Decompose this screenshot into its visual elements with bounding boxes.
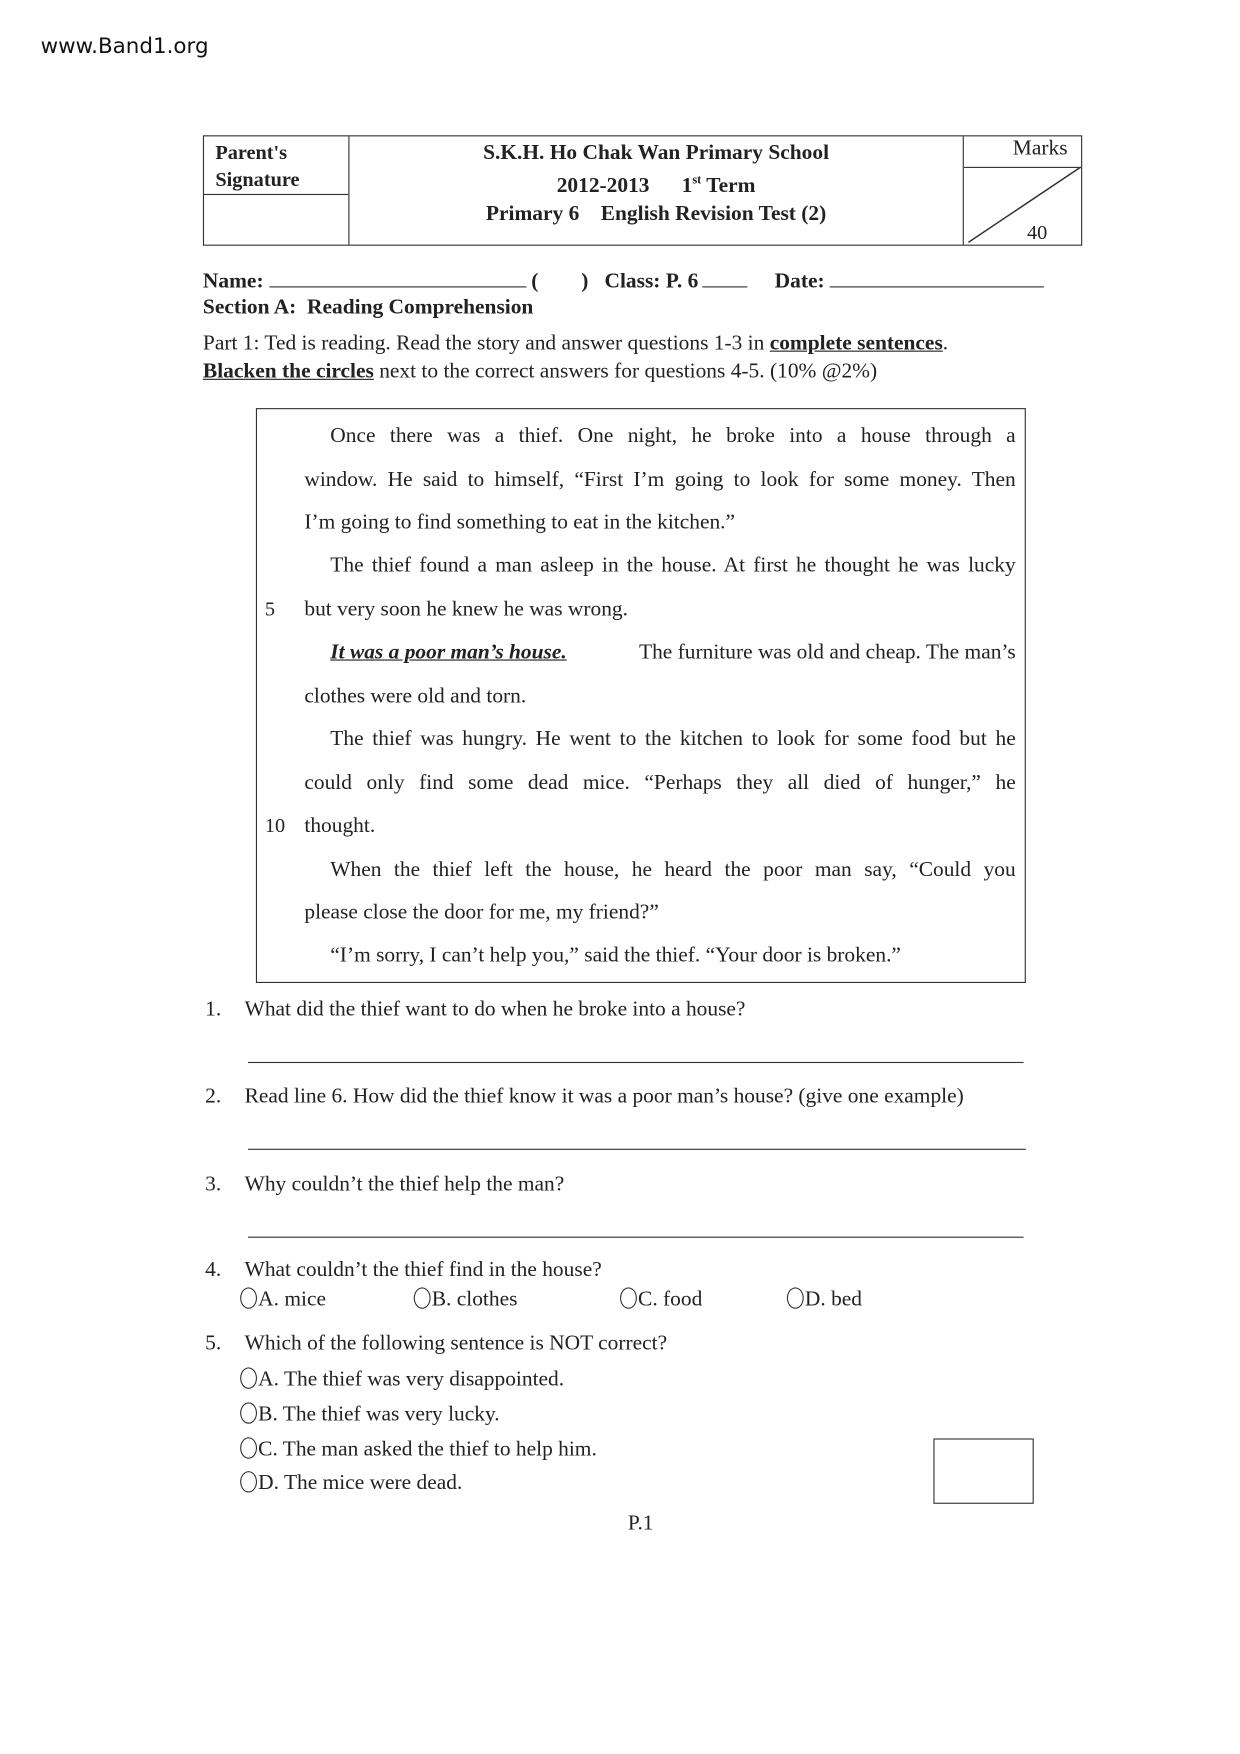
question-1-text: What did the thief want to do when he broke into a house?	[244, 997, 746, 1022]
passage-line: clothes were old and torn.	[304, 684, 527, 708]
term: 2012-2013 1st Term	[556, 173, 756, 198]
answer-line-2[interactable]	[248, 1149, 1026, 1150]
q4-option-a[interactable]: A. mice	[240, 1287, 326, 1312]
instructions-line-2: Blacken the circles next to the correct answers for questions 4-5. (10% @2%)	[202, 359, 878, 384]
circle-icon[interactable]	[240, 1471, 257, 1492]
passage-line: Once there was a thief. One night, he broke into a house through a	[330, 423, 1016, 448]
q4-option-c[interactable]: C. food	[620, 1287, 702, 1312]
question-4-number: 4.	[205, 1258, 222, 1282]
instructions-line-1: Part 1: Ted is reading. Read the story and answer questions 1-3 in complete sentences.	[202, 331, 949, 356]
q4-option-d[interactable]: D. bed	[787, 1287, 862, 1312]
divider	[204, 194, 348, 195]
question-1-number: 1.	[205, 997, 222, 1022]
circle-icon[interactable]	[240, 1367, 257, 1388]
info-row: Name: ( ) Class: P. 6 Date:	[203, 266, 1044, 294]
passage-line: thought.	[304, 813, 376, 838]
name-field[interactable]	[269, 266, 526, 287]
marks-cell	[963, 136, 1081, 244]
q5-option-a[interactable]: A. The thief was very disappointed.	[240, 1367, 564, 1392]
title-block	[351, 139, 962, 228]
circle-icon[interactable]	[787, 1287, 804, 1308]
passage-line: When the thief left the house, he heard the poor man say, “Could you	[330, 857, 1016, 882]
q5-option-c[interactable]: C. The man asked the thief to help him.	[240, 1437, 597, 1462]
circle-icon[interactable]	[414, 1287, 431, 1308]
passage-line: The thief was hungry. He went to the kitchen to look for some food but he	[330, 727, 1016, 751]
passage-line: but very soon he knew he was wrong.	[304, 597, 628, 622]
passage-line: I’m going to find something to eat in the kitchen.”	[304, 510, 736, 535]
question-4-text: What couldn’t the thief find in the house?	[244, 1258, 602, 1282]
watermark: www.Band1.org	[40, 33, 209, 59]
test-title: Primary 6 English Revision Test (2)	[485, 202, 827, 226]
class-field[interactable]	[703, 266, 748, 287]
section-title: Section A: Reading Comprehension	[202, 295, 534, 320]
passage-line: could only find some dead mice. “Perhaps they all died of hunger,” he	[304, 771, 1016, 795]
answer-line-1[interactable]	[248, 1062, 1024, 1063]
passage-line: “I’m sorry, I can’t help you,” said the thief. “Your door is broken.”	[330, 943, 901, 968]
q5-option-b[interactable]: B. The thief was very lucky.	[240, 1402, 500, 1427]
line-number: 10	[264, 813, 286, 837]
question-2-text: Read line 6. How did the thief know it was a poor man’s house? (give one example)	[244, 1084, 964, 1109]
q4-option-b[interactable]: B. clothes	[414, 1287, 518, 1312]
question-2-number: 2.	[205, 1084, 222, 1109]
circle-icon[interactable]	[240, 1402, 257, 1423]
parent-signature-cell	[204, 136, 349, 244]
underlined-sentence: It was a poor man’s house.	[330, 640, 567, 664]
question-3-text: Why couldn’t the thief help the man?	[244, 1172, 565, 1197]
diagonal-slash	[964, 167, 1081, 245]
q5-option-d[interactable]: D. The mice were dead.	[240, 1471, 462, 1496]
passage-line: It was a poor man’s house. The furniture was old and cheap. The man’s	[330, 640, 1016, 664]
page-number: P.1	[627, 1511, 654, 1536]
header-table	[203, 135, 1082, 245]
circle-icon[interactable]	[620, 1287, 637, 1308]
date-field[interactable]	[830, 266, 1044, 287]
passage-line: The thief found a man asleep in the house. At first he thought he was lucky	[330, 553, 1016, 578]
marks-label: Marks	[1012, 136, 1068, 161]
circle-icon[interactable]	[240, 1437, 257, 1458]
circle-icon[interactable]	[240, 1287, 257, 1308]
signature-label: Signature	[215, 167, 300, 191]
passage-line: window. He said to himself, “First I’m going to look for some money. Then	[304, 467, 1016, 492]
score-box	[933, 1438, 1033, 1503]
question-5-text: Which of the following sentence is NOT correct?	[244, 1331, 668, 1356]
school-name: S.K.H. Ho Chak Wan Primary School	[483, 140, 830, 165]
answer-line-3[interactable]	[248, 1237, 1024, 1238]
marks-total: 40	[1026, 220, 1048, 244]
line-number: 5	[264, 597, 276, 621]
question-3-number: 3.	[205, 1172, 222, 1197]
question-5-number: 5.	[205, 1331, 222, 1356]
parent-label: Parent's	[215, 140, 288, 164]
passage-line: please close the door for me, my friend?”	[304, 900, 659, 925]
